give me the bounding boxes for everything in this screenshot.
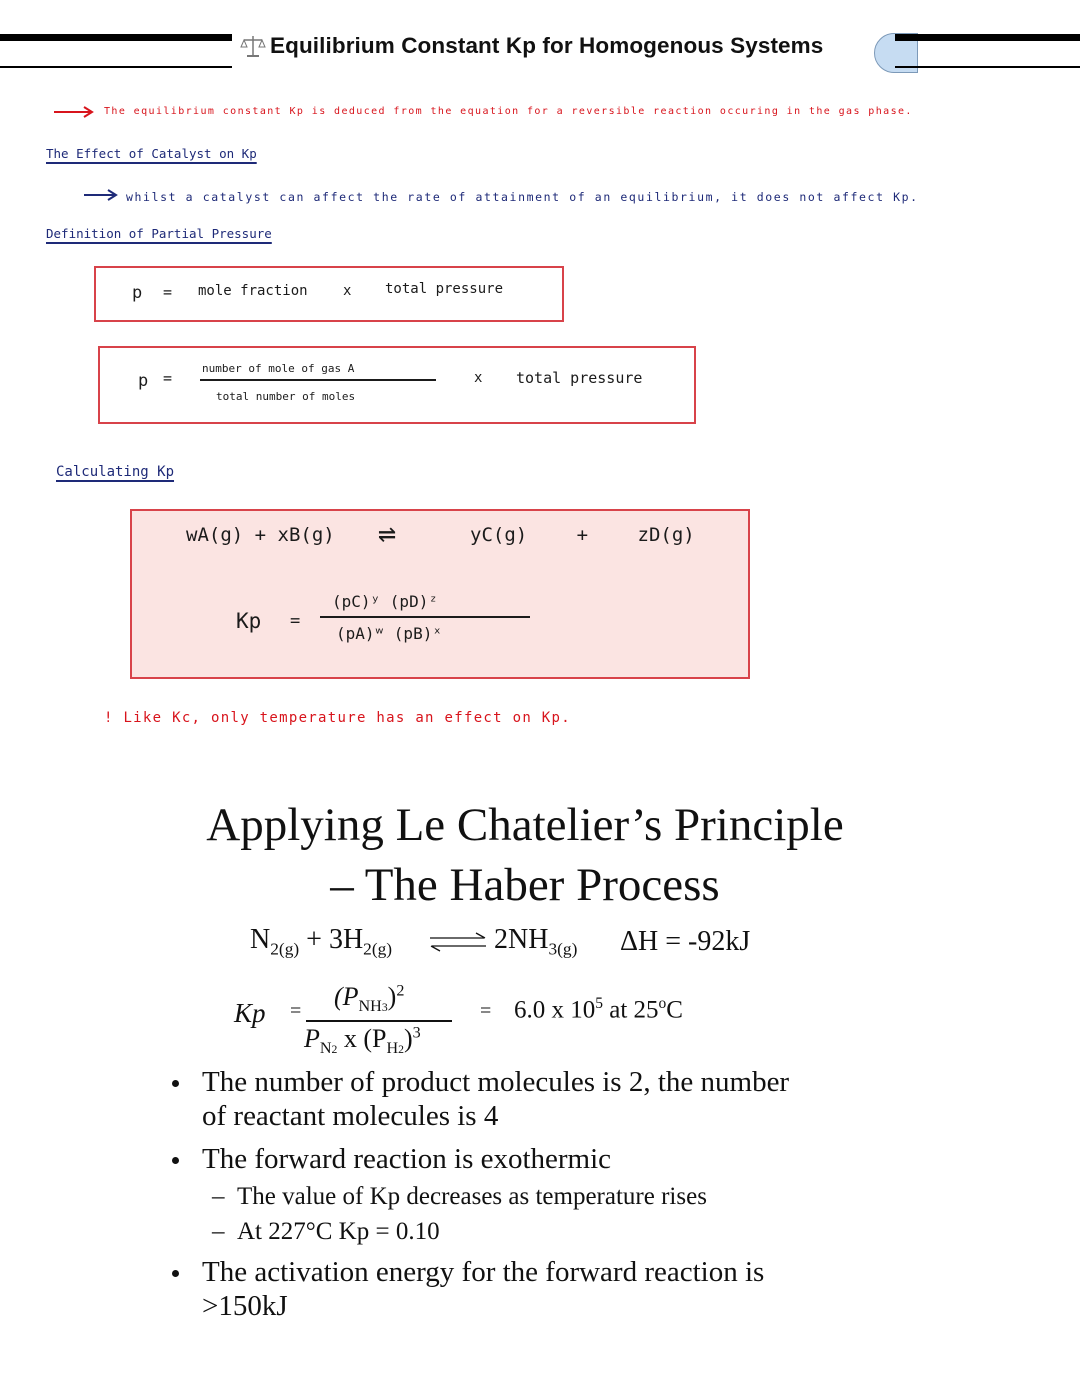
slide-title-line-2: – The Haber Process [330,859,720,911]
kp-denominator: (pA)ʷ (pB)ˣ [336,624,442,643]
header-rule-right [895,66,1080,68]
h2-state: 2(g) [363,939,393,959]
kp-numerator: (pC)ʸ (pD)ᶻ [332,592,438,611]
fraction-bar [306,1020,452,1022]
bullet-icon [172,1080,179,1087]
pressure-symbol: p [132,283,143,303]
haber-reaction [250,924,392,960]
n2-formula: N [250,924,271,955]
subbullet-1: The value of Kp decreases as temperature rises [237,1183,707,1210]
total-pressure-label: total pressure [385,281,504,297]
times-sign: x [343,283,352,299]
bullet-2: The forward reaction is exothermic [202,1143,612,1175]
equals-sign: = [290,611,301,631]
kp-num-sub: NH [358,998,382,1016]
kp-value-mantissa: 6.0 x 10 [514,996,596,1024]
equilibrium-arrow [428,932,488,952]
bullet-icon [172,1270,179,1277]
pressure-symbol: p [138,371,149,391]
kp-num-p: (P [334,982,359,1011]
enthalpy-change: ΔH = -92kJ [620,926,751,957]
dash-icon: – [212,1218,225,1245]
kp-label: Kp [234,998,266,1028]
equals-sign: = [163,283,173,301]
dash-icon: – [212,1183,225,1210]
fraction-bar [320,616,530,618]
reaction-lhs: wA(g) + xB(g) [186,524,335,546]
page-title: Equilibrium Constant Kp for Homogenous Systems [270,33,824,58]
scale-icon [240,33,266,59]
slide-title-line-1: Applying Le Chatelier’s Principle [206,799,844,851]
kp-den-n-index: 2 [331,1043,338,1057]
degree-mark: o [658,995,667,1012]
kp-value [514,995,683,1024]
nh3-product [494,924,577,960]
bullet-1-line-1: The number of product molecules is 2, the number [202,1066,790,1098]
equals-sign: = [480,1000,492,1022]
header-bar-right [895,34,1080,41]
kp-den-pn2: P [304,1024,320,1053]
header [240,33,823,59]
kp-den-h: H [386,1040,399,1058]
equilibrium-arrow: ⇌ [378,516,397,551]
subbullet-2: At 227°C Kp = 0.10 [237,1218,440,1245]
total-pressure-label: total pressure [516,369,643,387]
mole-fraction-label: mole fraction [198,283,308,299]
kp-den-times: x (P [337,1024,387,1053]
kp-num-close: ) [387,982,397,1011]
arrow-icon [52,102,96,120]
kp-value-unit: C [666,996,683,1024]
equals-sign: = [163,369,173,387]
reaction-rhs: yC(g) + zD(g) [470,524,695,546]
nh3-state: 3(g) [548,939,578,959]
temperature-note: ! Like Kc, only temperature has an effect on Kp. [104,710,571,726]
bullet-3-line-1: The activation energy for the forward reaction is [202,1256,765,1288]
bullet-1-line-2: of reactant molecules is 4 [202,1100,499,1132]
intro-note: The equilibrium constant Kp is deduced from the equation for a reversible reaction occuring in the gas phase. [104,106,913,117]
kp-numerator [334,982,404,1016]
partial-pressure-heading: Definition of Partial Pressure [46,226,272,241]
n2-state: 2(g) [270,939,300,959]
kp-denominator [304,1024,421,1058]
kp-num-sub-index: 3 [381,1001,388,1015]
bullet-3-line-2: >150kJ [202,1290,288,1322]
arrow-icon [82,186,120,202]
nh3-formula: 2NH [494,924,549,955]
kp-num-power: 2 [396,982,405,1000]
catalyst-heading: The Effect of Catalyst on Kp [46,146,257,161]
fraction-numerator: number of mole of gas A [202,362,355,375]
times-sign: x [474,370,483,386]
bullet-icon [172,1157,179,1164]
kp-value-exponent: 5 [595,995,603,1012]
kp-den-n: N [319,1040,332,1058]
kp-value-temp: at 25 [603,996,659,1024]
header-bar-left [0,34,232,41]
calculating-kp-heading: Calculating Kp [56,464,175,480]
header-rule-left [0,66,232,68]
kp-den-h-index: 2 [398,1043,404,1057]
kp-den-power: 3 [412,1024,421,1042]
kp-den-close: ) [403,1024,413,1053]
fraction-denominator: total number of moles [216,390,356,403]
fraction-bar [200,379,436,381]
h2-formula: + 3H [306,924,364,955]
kp-symbol: Kp [236,609,262,633]
catalyst-note: whilst a catalyst can affect the rate of attainment of an equilibrium, it does not affect Kp. [126,190,919,204]
equals-sign: = [290,1000,302,1022]
